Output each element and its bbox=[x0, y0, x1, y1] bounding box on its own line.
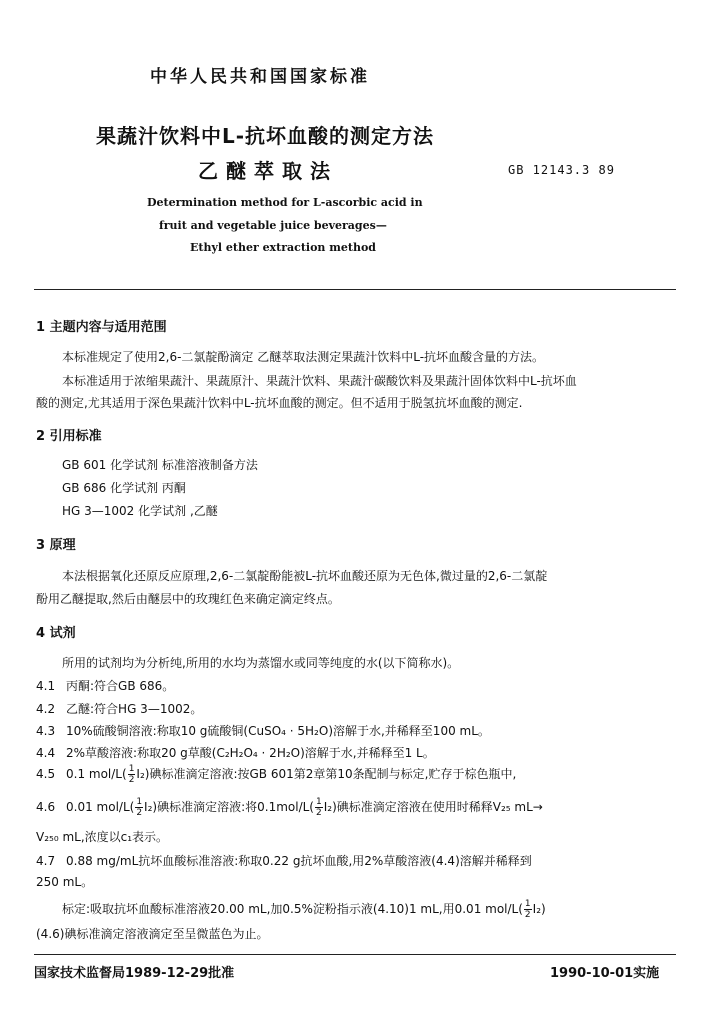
country-standard-heading: 中华人民共和国国家标准 bbox=[150, 67, 370, 87]
section-3-heading: 3 原理 bbox=[36, 538, 76, 553]
item-text: 乙醚:符合HG 3—1002。 bbox=[66, 702, 203, 716]
section-4-heading: 4 试剂 bbox=[36, 626, 76, 641]
document-title-line1: 果蔬汁饮料中L-抗坏血酸的测定方法 bbox=[96, 124, 435, 148]
english-title-line2: fruit and vegetable juice beverages— bbox=[159, 219, 387, 232]
section-2-heading: 2 引用标准 bbox=[36, 429, 102, 444]
reference-item: HG 3—1002 化学试剂 ,乙醚 bbox=[62, 504, 218, 518]
reagent-4-3 bbox=[36, 722, 490, 739]
reagent-4-6 bbox=[36, 797, 543, 818]
top-rule bbox=[34, 289, 676, 290]
item-text: 0.01 mol/L( bbox=[66, 800, 135, 814]
fraction-numerator: 1 bbox=[524, 899, 531, 909]
item-number: 4.4 bbox=[36, 746, 56, 760]
fraction-denominator: 2 bbox=[524, 910, 531, 920]
reagent-4-7-continued: 250 mL。 bbox=[36, 875, 94, 889]
item-text: I₂)碘标准滴定溶液在使用时稀释V₂₅ mL→ bbox=[323, 800, 543, 814]
fraction-denominator: 2 bbox=[136, 808, 143, 818]
reagent-4-2 bbox=[36, 700, 202, 717]
reagent-4-5 bbox=[36, 764, 516, 785]
fraction-one-half bbox=[315, 797, 323, 818]
item-text: 10%硫酸铜溶液:称取10 g硫酸铜(CuSO₄ · 5H₂O)溶解于水,并稀释至100 mL。 bbox=[66, 724, 490, 738]
item-text: 丙酮:符合GB 686。 bbox=[66, 679, 175, 693]
item-number: 4.6 bbox=[36, 800, 56, 814]
document-title-line2: 乙醚萃取法 bbox=[198, 159, 338, 183]
item-text: I₂)碘标准滴定溶液:将0.1mol/L( bbox=[144, 800, 314, 814]
fraction-one-half bbox=[524, 899, 532, 920]
english-title-line3: Ethyl ether extraction method bbox=[190, 241, 376, 254]
reagent-4-6-continued: V₂₅₀ mL,浓度以c₁表示。 bbox=[36, 830, 169, 844]
item-number: 4.5 bbox=[36, 767, 56, 781]
english-title-line1: Determination method for L-ascorbic acid in bbox=[147, 196, 423, 209]
item-number: 4.7 bbox=[36, 854, 56, 868]
fraction-denominator: 2 bbox=[315, 808, 322, 818]
reagent-4-4 bbox=[36, 744, 435, 761]
fraction-numerator: 1 bbox=[128, 764, 135, 774]
section-3-paragraph-b: 酚用乙醚提取,然后由醚层中的玫瑰红色来确定滴定终点。 bbox=[36, 592, 340, 606]
bottom-rule bbox=[34, 954, 676, 955]
fraction-numerator: 1 bbox=[315, 797, 322, 807]
fraction-one-half bbox=[135, 797, 143, 818]
fraction-numerator: 1 bbox=[136, 797, 143, 807]
issued-date: 国家技术监督局1989-12-29批准 bbox=[34, 966, 235, 981]
item-text: I₂)碘标准滴定溶液:按GB 601第2章第10条配制与标定,贮存于棕色瓶中, bbox=[136, 767, 517, 781]
section-4-intro: 所用的试剂均为分析纯,所用的水均为蒸馏水或同等纯度的水(以下简称水)。 bbox=[62, 656, 460, 670]
item-text: 0.1 mol/L( bbox=[66, 767, 127, 781]
item-text: 0.88 mg/mL抗坏血酸标准溶液:称取0.22 g抗坏血酸,用2%草酸溶液(4.4)溶解并稀释到 bbox=[66, 854, 532, 868]
fraction-one-half bbox=[128, 764, 136, 785]
standard-number: GB 12143.3 89 bbox=[508, 163, 615, 177]
section-1-paragraph-2b: 酸的测定,尤其适用于深色果蔬汁饮料中L-抗坏血酸的测定。但不适用于脱氢抗坏血酸的测定. bbox=[36, 396, 523, 410]
reagent-4-7 bbox=[36, 852, 532, 869]
calibration-line bbox=[62, 899, 546, 920]
item-number: 4.3 bbox=[36, 724, 56, 738]
section-3-paragraph-a: 本法根据氧化还原反应原理,2,6-二氯靛酚能被L-抗坏血酸还原为无色体,微过量的2,6-二氯靛 bbox=[62, 569, 548, 583]
section-1-heading: 1 主题内容与适用范围 bbox=[36, 320, 167, 335]
calibration-line-continued: (4.6)碘标准滴定溶液滴定至呈微蓝色为止。 bbox=[36, 927, 269, 941]
item-number: 4.1 bbox=[36, 679, 56, 693]
item-text: 标定:吸取抗坏血酸标准溶液20.00 mL,加0.5%淀粉指示液(4.10)1 mL,用0.01 mol/L( bbox=[62, 902, 523, 916]
reference-item: GB 686 化学试剂 丙酮 bbox=[62, 481, 186, 495]
item-number: 4.2 bbox=[36, 702, 56, 716]
section-1-paragraph-1: 本标准规定了使用2,6-二氯靛酚滴定 乙醚萃取法测定果蔬汁饮料中L-抗坏血酸含量的方法。 bbox=[62, 350, 545, 364]
item-text: I₂) bbox=[532, 902, 546, 916]
reagent-4-1 bbox=[36, 677, 174, 694]
section-1-paragraph-2a: 本标准适用于浓缩果蔬汁、果蔬原汁、果蔬汁饮料、果蔬汁碳酸饮料及果蔬汁固体饮料中L-抗坏血 bbox=[62, 374, 577, 388]
fraction-denominator: 2 bbox=[128, 775, 135, 785]
reference-item: GB 601 化学试剂 标准溶液制备方法 bbox=[62, 458, 258, 472]
item-text: 2%草酸溶液:称取20 g草酸(C₂H₂O₄ · 2H₂O)溶解于水,并稀释至1 L。 bbox=[66, 746, 435, 760]
effective-date: 1990-10-01实施 bbox=[550, 966, 660, 981]
